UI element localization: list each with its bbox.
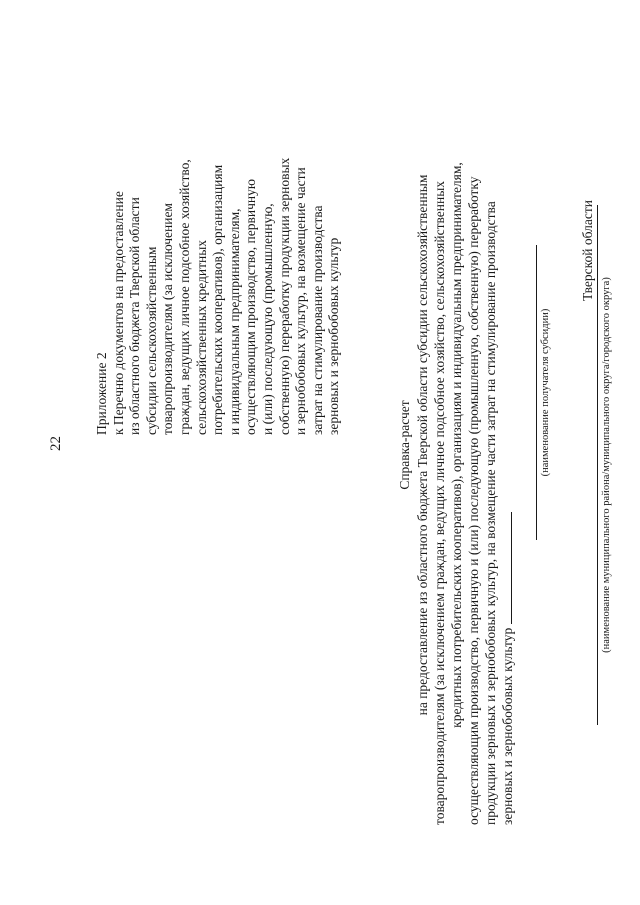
subtitle-line: зерновых и зернобобовых культур bbox=[500, 627, 515, 825]
appendix-line: и индивидуальным предпринимателям, bbox=[226, 208, 242, 435]
appendix-line: из областного бюджета Тверской области bbox=[127, 197, 143, 435]
appendix-line: субсидии сельскохозяйственным bbox=[143, 246, 159, 435]
appendix-block bbox=[94, 158, 343, 435]
subtitle-line: кредитных потребительских кооперативов), организациям и индивидуальным предпринимателям, bbox=[449, 162, 464, 728]
subtitle-line: на предоставление из областного бюджета Тверской области субсидии сельскохозяйственным bbox=[415, 174, 430, 716]
appendix-line: Приложение 2 bbox=[94, 352, 109, 435]
subtitle-line: осуществляющим производство, первичную и (или) последующую (промышленную, собственную) переработку bbox=[466, 176, 481, 825]
appendix-line: сельскохозяйственных кредитных bbox=[193, 239, 209, 435]
page-number: 22 bbox=[48, 436, 64, 451]
recipient-name-line bbox=[536, 245, 537, 540]
region-label: Тверской области bbox=[580, 200, 595, 301]
amount-blank-line bbox=[499, 512, 512, 624]
appendix-line: затрат на стимулирование производства bbox=[309, 205, 325, 435]
municipality-name-line bbox=[597, 205, 598, 725]
subtitle-line: товаропроизводителям (за исключением граждан, ведущих личное подсобное хозяйство, сельскохозяйственных bbox=[432, 180, 447, 825]
recipient-caption: (наименование получателя субсидии) bbox=[540, 308, 551, 477]
appendix-line: осуществляющим производство, первичную bbox=[243, 179, 259, 435]
subtitle-line: продукции зерновых и зернобобовых культур, на возмещение части затрат на стимулирование производства bbox=[483, 201, 498, 825]
subtitle-line-last bbox=[499, 65, 516, 825]
appendix-line: к Перечню документов на предоставление bbox=[110, 191, 126, 435]
municipality-caption: (наименование муниципального района/муниципального округа/городского округа) bbox=[601, 277, 612, 653]
rotated-content bbox=[40, 65, 612, 825]
appendix-line: товаропроизводителям (за исключением bbox=[160, 203, 176, 435]
appendix-line: собственную) переработку продукции зерновых bbox=[276, 157, 292, 435]
appendix-line: и (или) последующую (промышленную, bbox=[259, 203, 275, 435]
appendix-line: потребительских кооперативов), организациям bbox=[210, 164, 226, 435]
document-title: Справка-расчет bbox=[397, 400, 412, 490]
appendix-line: граждан, ведущих личное подсобное хозяйство, bbox=[176, 159, 192, 435]
document-subtitle bbox=[414, 65, 516, 825]
appendix-line: и зернобобовых культур, на возмещение части bbox=[293, 167, 309, 435]
appendix-line: зерновых и зернобобовых культур bbox=[326, 237, 342, 435]
